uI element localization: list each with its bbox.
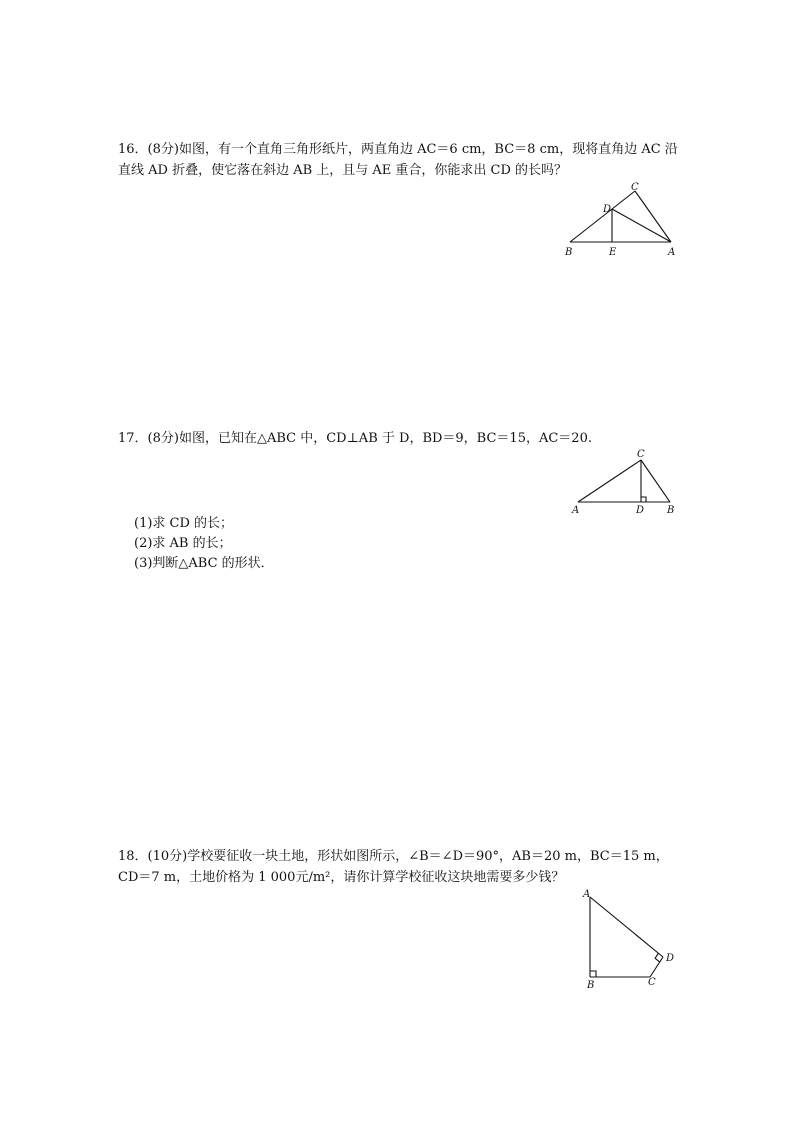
problem-18-text-line-1: 18．(10分)学校要征收一块土地，形状如图所示，∠B＝∠D＝90°，AB＝20 m，BC＝15 m， (118, 849, 669, 864)
problem-16-figure (560, 182, 685, 262)
label-E: E (609, 247, 617, 258)
right-angle-mark (641, 497, 646, 502)
segment-CB (641, 460, 670, 502)
label-D: D (603, 204, 612, 215)
segment-CA (635, 191, 671, 242)
label-C: C (637, 449, 645, 460)
problem-17-question-3: (3)判断△ABC 的形状． (134, 556, 274, 571)
label-A: A (572, 505, 580, 516)
problem-16-text-line-1: 16．(8分)如图，有一个直角三角形纸片，两直角边 AC＝6 cm，BC＝8 cm，现将直角边 AC 沿 (118, 142, 678, 157)
problem-18-text-line-2: CD＝7 m，土地价格为 1 000元/m²，请你计算学校征收这块地需要多少钱？ (118, 870, 565, 885)
segment-AC (578, 460, 641, 502)
label-A: A (668, 247, 676, 258)
label-B: B (667, 505, 675, 516)
label-D: D (636, 505, 645, 516)
label-B: B (565, 247, 573, 258)
problem-18-figure (578, 885, 688, 995)
segment-DA (590, 897, 663, 957)
problem-17-question-1: (1)求 CD 的长； (134, 516, 234, 531)
right-angle-mark-B (590, 971, 596, 977)
label-C: C (631, 182, 639, 193)
label-D: D (666, 953, 675, 964)
right-angle-mark-D (655, 953, 660, 962)
label-B: B (587, 980, 595, 991)
problem-17-figure (568, 446, 688, 516)
segment-DA (612, 209, 671, 242)
label-C: C (648, 977, 656, 988)
label-A: A (583, 889, 591, 900)
problem-17-text-line-1: 17．(8分)如图，已知在△ABC 中，CD⊥AB 于 D，BD＝9，BC＝15，AC＝20. (118, 431, 592, 446)
problem-16-text-line-2: 直线 AD 折叠，使它落在斜边 AB 上，且与 AE 重合，你能求出 CD 的长吗？ (118, 163, 568, 178)
problem-17-question-2: (2)求 AB 的长； (134, 536, 232, 551)
